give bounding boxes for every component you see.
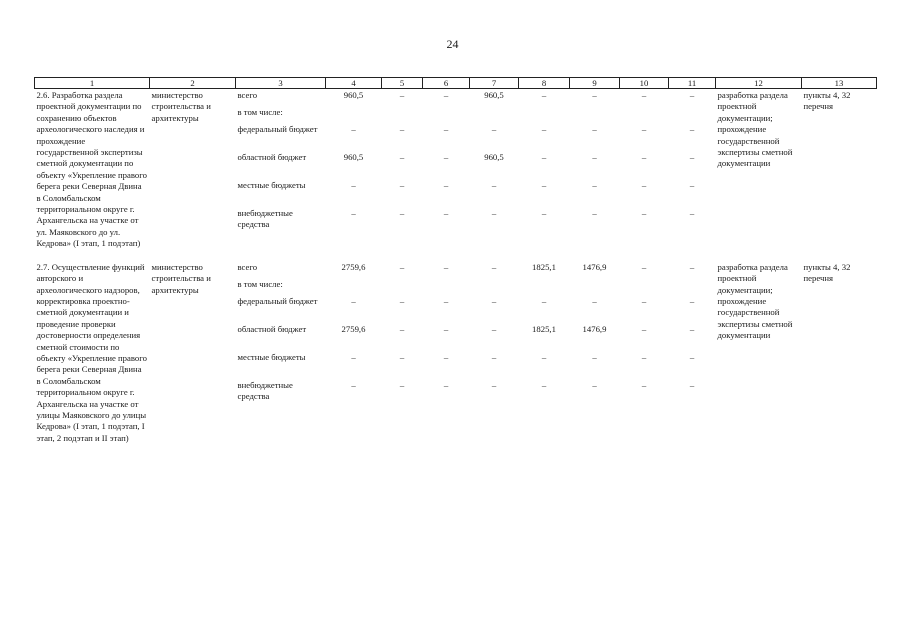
column-number: 10: [620, 78, 669, 89]
amount-cell: [622, 107, 667, 124]
amount-cell: –: [689, 261, 695, 272]
amount-cell: –: [641, 351, 647, 362]
amount-cell: [384, 107, 421, 124]
amount-cell: [328, 107, 380, 124]
amount-cell: –: [443, 90, 449, 100]
amount-cell: [671, 279, 714, 296]
amount-column-c6: [423, 252, 470, 512]
amount-cell: –: [689, 295, 695, 306]
amount-cell: –: [399, 180, 405, 190]
amount-cell: 960,5: [484, 90, 504, 100]
responsible-executor: министерство строительства и архитектуры: [151, 90, 211, 123]
table-row: [35, 89, 877, 252]
amount-cell: –: [541, 180, 547, 190]
amount-cell: –: [491, 208, 497, 218]
column-number: 2: [150, 78, 236, 89]
amount-cell: [425, 107, 468, 124]
amount-column-c10: [620, 252, 669, 512]
funding-source: в том числе:: [237, 107, 283, 117]
measure-name: 2.7. Осуществление функций авторского и археологического надзоров, корректировка проектно-сметной документации и проведение проверки достоверности определения сметной стоимости по объекту «Укрепление правого берега реки Северная Двина в Соломбальском территориальном округе г. Архангельска на участке от улицы Маяковского до улицы Кедрова» (I этап, 1 подэтап, I этап, 2 подэтап и II этап): [36, 261, 147, 443]
amount-cell: –: [491, 180, 497, 190]
amount-cell: [572, 279, 618, 296]
column-number: 13: [802, 78, 877, 89]
amount-cell: [521, 107, 568, 124]
program-table: [34, 77, 877, 512]
amount-cell: [328, 279, 380, 296]
amount-column-c8: [519, 89, 570, 252]
amount-cell: –: [689, 152, 695, 162]
amount-cell: –: [641, 152, 647, 162]
amount-cell: –: [592, 208, 597, 218]
expected-result: разработка раздела проектной документации; прохождение государственной экспертизы сметной документации: [717, 90, 793, 169]
amount-cell: –: [399, 124, 405, 134]
funding-source: в том числе:: [237, 278, 283, 289]
amount-cell: –: [399, 208, 405, 218]
column-number: 12: [716, 78, 802, 89]
amount-cell: 1825,1: [532, 261, 556, 272]
amount-cell: –: [641, 180, 647, 190]
amount-cell: –: [641, 379, 647, 390]
amount-cell: –: [399, 261, 405, 272]
amount-cell: [671, 107, 714, 124]
reference-items: пункты 4, 32 перечня: [803, 90, 851, 112]
amount-cell: [425, 279, 468, 296]
amount-cell: –: [399, 90, 405, 100]
amount-column-c10: [620, 89, 669, 252]
reference-items: пункты 4, 32 перечня: [803, 261, 851, 284]
amount-cell: [521, 279, 568, 296]
column-number: 5: [382, 78, 423, 89]
amount-cell: –: [491, 124, 497, 134]
funding-source: внебюджетные средства: [237, 379, 293, 402]
amount-cell: [472, 107, 517, 124]
amount-cell: –: [491, 261, 497, 272]
amount-cell: –: [641, 323, 647, 334]
column-number: 7: [470, 78, 519, 89]
amount-cell: –: [351, 124, 356, 134]
amount-cell: –: [689, 124, 695, 134]
amount-cell: –: [491, 379, 497, 390]
amount-cell: –: [399, 379, 405, 390]
measure-name: 2.6. Разработка раздела проектной документации по сохранению объектов археологического наследия и прохождение государственной экспертизы сметной документации по объекту «Укрепление правого берега реки Северная Двина в Соломбальском территориальном округе г. Архангельска на участке от ул. Маяковского до ул. Кедрова» (I этап, 1 подэтап): [36, 90, 147, 249]
amount-cell: –: [351, 295, 356, 306]
amount-cell: –: [443, 323, 449, 334]
amount-cell: –: [351, 208, 356, 218]
amount-cell: –: [399, 152, 405, 162]
amount-cell: –: [641, 295, 647, 306]
amount-cell: –: [491, 295, 497, 306]
amount-cell: –: [689, 90, 695, 100]
responsible-executor: министерство строительства и архитектуры: [151, 261, 211, 295]
amount-cell: –: [351, 379, 356, 390]
amount-cell: –: [592, 124, 597, 134]
funding-source: федеральный бюджет: [237, 124, 318, 134]
amount-cell: –: [592, 90, 597, 100]
amount-cell: –: [491, 351, 497, 362]
funding-source: областной бюджет: [237, 152, 307, 162]
funding-source: внебюджетные средства: [237, 208, 293, 230]
amount-cell: –: [641, 208, 647, 218]
column-number: 8: [519, 78, 570, 89]
amount-cell: –: [443, 208, 449, 218]
amount-column-c4: [326, 89, 382, 252]
amount-cell: –: [541, 208, 547, 218]
funding-sources: [236, 252, 326, 512]
amount-cell: –: [351, 180, 356, 190]
amount-cell: –: [689, 351, 695, 362]
amount-cell: –: [443, 351, 449, 362]
amount-column-c7: [470, 89, 519, 252]
amount-cell: 1825,1: [532, 323, 556, 334]
amount-column-c5: [382, 89, 423, 252]
funding-source: всего: [237, 261, 258, 272]
funding-source: областной бюджет: [237, 323, 307, 334]
expected-result: разработка раздела проектной документации; прохождение государственной экспертизы сметной документации: [717, 261, 793, 341]
funding-source: федеральный бюджет: [237, 295, 318, 306]
amount-column-c9: [570, 89, 620, 252]
amount-cell: –: [689, 180, 695, 190]
column-number: 11: [669, 78, 716, 89]
funding-sources: [236, 89, 326, 252]
column-number: 3: [236, 78, 326, 89]
amount-cell: –: [351, 351, 356, 362]
amount-cell: [622, 279, 667, 296]
amount-cell: –: [443, 379, 449, 390]
amount-cell: –: [443, 180, 449, 190]
column-number: 6: [423, 78, 470, 89]
amount-cell: –: [443, 261, 449, 272]
funding-source: всего: [237, 90, 258, 100]
amount-cell: –: [641, 261, 647, 272]
amount-cell: –: [399, 295, 405, 306]
amount-cell: –: [592, 379, 597, 390]
amount-cell: –: [443, 152, 449, 162]
amount-column-c4: [326, 252, 382, 512]
column-number: 4: [326, 78, 382, 89]
amount-cell: –: [541, 152, 547, 162]
table-row: [35, 252, 877, 512]
amount-column-c11: [669, 89, 716, 252]
amount-cell: –: [592, 152, 597, 162]
amount-cell: 2759,6: [341, 323, 366, 334]
amount-cell: –: [541, 379, 547, 390]
amount-cell: –: [541, 90, 547, 100]
amount-cell: 1476,9: [582, 323, 607, 334]
amount-cell: –: [443, 295, 449, 306]
funding-source: местные бюджеты: [237, 180, 306, 190]
amount-cell: 2759,6: [341, 261, 366, 272]
column-number: 1: [35, 78, 150, 89]
amount-cell: –: [641, 90, 647, 100]
amount-cell: –: [689, 208, 695, 218]
amount-cell: –: [541, 295, 547, 306]
amount-cell: –: [689, 379, 695, 390]
amount-cell: –: [641, 124, 647, 134]
amount-cell: –: [491, 323, 497, 334]
amount-column-c6: [423, 89, 470, 252]
amount-cell: –: [399, 351, 405, 362]
column-number: 9: [570, 78, 620, 89]
amount-cell: –: [541, 351, 547, 362]
amount-cell: –: [592, 295, 597, 306]
amount-column-c8: [519, 252, 570, 512]
amount-cell: –: [399, 323, 405, 334]
amount-cell: –: [443, 124, 449, 134]
amount-cell: 960,5: [343, 90, 364, 100]
amount-cell: [472, 279, 517, 296]
amount-cell: –: [689, 323, 695, 334]
amount-cell: –: [592, 351, 597, 362]
amount-column-c11: [669, 252, 716, 512]
amount-cell: 960,5: [484, 152, 504, 162]
amount-cell: 960,5: [343, 152, 364, 162]
amount-cell: –: [592, 180, 597, 190]
amount-column-c7: [470, 252, 519, 512]
amount-cell: [384, 279, 421, 296]
amount-cell: [572, 107, 618, 124]
amount-column-c9: [570, 252, 620, 512]
amount-cell: –: [541, 124, 547, 134]
page-number: 24: [446, 37, 459, 51]
column-number-row: [35, 78, 877, 89]
amount-cell: 1476,9: [582, 261, 607, 272]
amount-column-c5: [382, 252, 423, 512]
funding-source: местные бюджеты: [237, 351, 306, 362]
